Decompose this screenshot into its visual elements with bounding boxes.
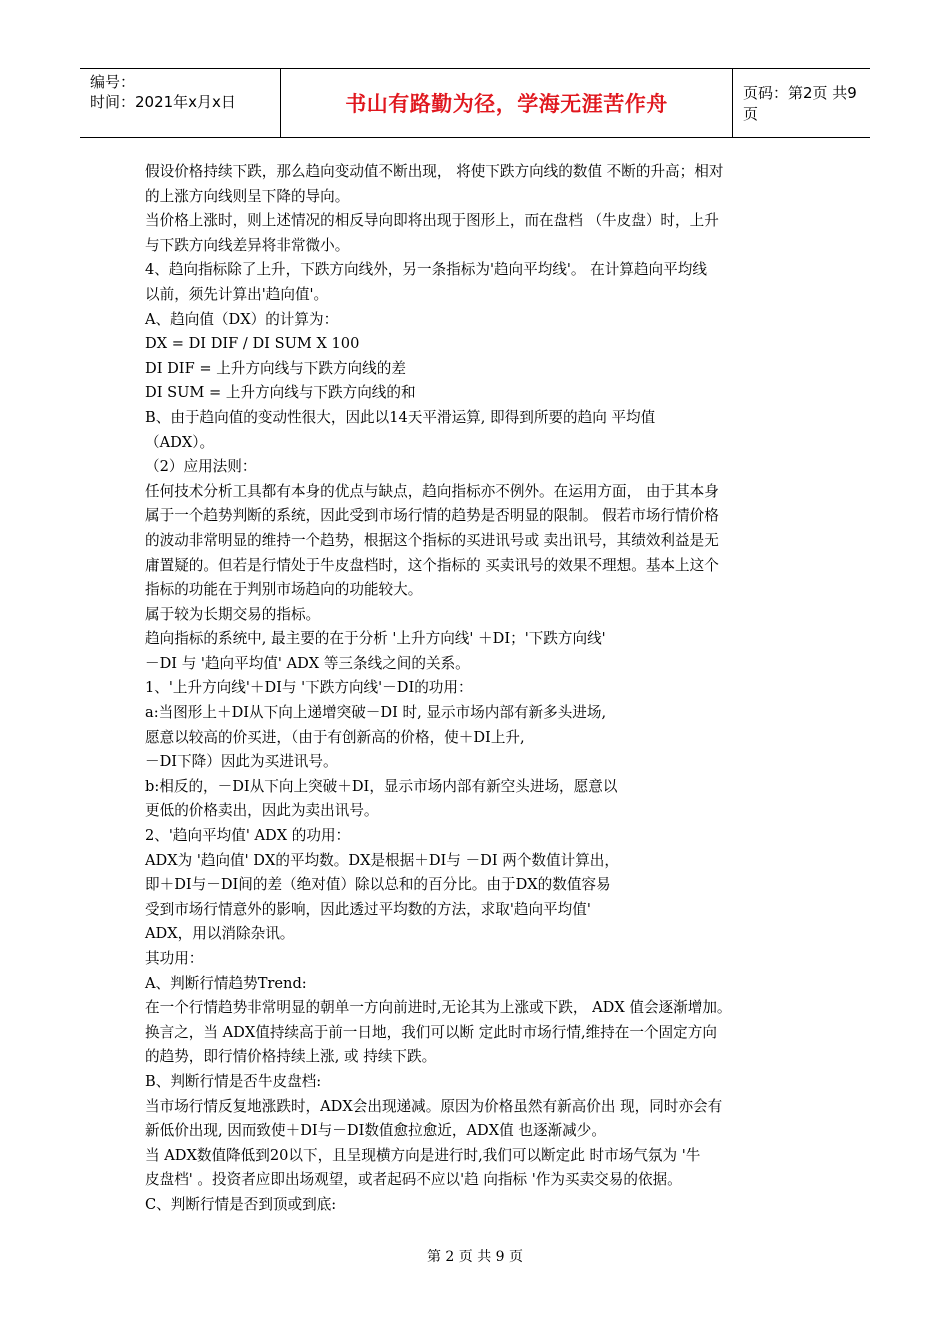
date-line: 时间：2021年x月x日	[90, 93, 236, 111]
text-line: （ADX）。	[145, 433, 215, 451]
text-line: 即＋DI与－DI间的差（绝对值）除以总和的百分比。由于DX的数值容易	[145, 876, 611, 894]
text-line: －DI下降）因此为买进讯号。	[145, 753, 338, 771]
page-footer: 第 2 页 共 9 页	[426, 1249, 524, 1265]
text-line: ADX，用以消除杂讯。	[145, 925, 295, 943]
text-line: 更低的价格卖出，因此为卖出讯号。	[145, 802, 379, 820]
text-line: C、判断行情是否到顶或到底:	[145, 1195, 337, 1213]
text-line: A、判断行情趋势Trend:	[145, 974, 307, 992]
text-line: DI SUM = 上升方向线与下跌方向线的和	[145, 384, 416, 402]
text-line: 1、'上升方向线'＋DI与 '下跌方向线'－DI的功用：	[145, 679, 473, 697]
text-line: 的波动非常明显的维持一个趋势，根据这个指标的买进讯号或 卖出讯号，其绩效利益是无	[145, 531, 719, 549]
text-line: b:相反的，－DI从下向上突破＋DI，显示市场内部有新空头进场，愿意以	[145, 777, 618, 795]
text-line: 任何技术分析工具都有本身的优点与缺点，趋向指标亦不例外。在运用方面， 由于其本身	[145, 482, 719, 500]
header-page-info	[733, 69, 870, 137]
text-line: B、判断行情是否牛皮盘档:	[145, 1072, 322, 1090]
text-line: 在一个行情趋势非常明显的朝单一方向前进时,无论其为上涨或下跌， ADX 值会逐渐增加。	[145, 999, 732, 1017]
text-line: 新低价出现, 因而致使＋DI与－DI数值愈拉愈近，ADX值 也逐渐减少。	[145, 1122, 606, 1140]
text-line: A、趋向值（DX）的计算为：	[145, 310, 339, 328]
text-line: 4、趋向指标除了上升，下跌方向线外，另一条指标为'趋向平均线'。 在计算趋向平均线	[145, 261, 707, 279]
text-line: DI DIF = 上升方向线与下跌方向线的差	[145, 359, 406, 377]
text-line: 与下跌方向线差异将非常微小。	[145, 236, 350, 254]
text-line: 当市场行情反复地涨跌时，ADX会出现递减。原因为价格虽然有新高价出 现，同时亦会有	[145, 1097, 723, 1115]
text-line: ADX为 '趋向值' DX的平均数。DX是根据＋DI与 －DI 两个数值计算出，	[145, 851, 619, 869]
text-line: DX = DI DIF / DI SUM X 100	[145, 335, 360, 353]
slogan: 书山有路勤为径，学海无涯苦作舟	[345, 92, 668, 116]
text-line: 其功用：	[145, 950, 204, 967]
page-info: 页码：第2页 共9页	[743, 84, 857, 123]
text-line: 的趋势，即行情价格持续上涨, 或 持续下跌。	[145, 1048, 437, 1066]
text-line: －DI 与 '趋向平均值' ADX 等三条线之间的关系。	[145, 654, 470, 672]
text-line: 指标的功能在于判别市场趋向的功能较大。	[145, 581, 423, 599]
text-line: （2）应用法则：	[145, 458, 257, 476]
text-line: 趋向指标的系统中, 最主要的在于分析 '上升方向线' ＋DI；'下跌方向线'	[145, 630, 606, 648]
text-line: 皮盘档' 。投资者应即出场观望，或者起码不应以'趋 向指标 '作为买卖交易的依据。	[145, 1171, 682, 1189]
document-body	[145, 160, 815, 1218]
text-line: 属于一个趋势判断的系统，因此受到市场行情的趋势是否明显的限制。 假若市场行情价格	[145, 507, 719, 525]
header-meta	[80, 69, 280, 137]
text-line: 的上涨方向线则呈下降的导向。	[145, 187, 350, 205]
text-line: 假设价格持续下跌，那么趋向变动值不断出现， 将使下跌方向线的数值 不断的升高；相对	[145, 163, 724, 180]
text-line: 当价格上涨时，则上述情况的相反导向即将出现于图形上，而在盘档 （牛皮盘）时，上升	[145, 212, 719, 230]
text-line: 当 ADX数值降低到20以下，且呈现横方向是进行时,我们可以断定此 时市场气氛为 '牛	[145, 1146, 701, 1164]
text-line: 以前，须先计算出'趋向值'。	[145, 285, 329, 303]
text-line: a:当图形上＋DI从下向上递增突破－DI 时, 显示市场内部有新多头进场,	[145, 704, 607, 722]
text-line: B、由于趋向值的变动性很大，因此以14天平滑运算, 即得到所要的趋向 平均值	[145, 408, 656, 426]
text-line: 受到市场行情意外的影响，因此透过平均数的方法，求取'趋向平均值'	[145, 900, 591, 918]
text-line: 愿意以较高的价买进，（由于有创新高的价格，使＋DI上升,	[145, 728, 525, 746]
number-label: 编号：	[90, 73, 136, 91]
text-line: 属于较为长期交易的指标。	[145, 605, 321, 623]
page-header	[80, 68, 870, 138]
text-line: 庸置疑的。但若是行情处于牛皮盘档时，这个指标的 买卖讯号的效果不理想。基本上这个	[145, 556, 719, 574]
header-slogan-cell	[280, 69, 733, 137]
text-line: 换言之，当 ADX值持续高于前一日地，我们可以断 定此时市场行情,维持在一个固定方向	[145, 1023, 717, 1041]
text-line: 2、'趋向平均值' ADX 的功用：	[145, 827, 351, 845]
